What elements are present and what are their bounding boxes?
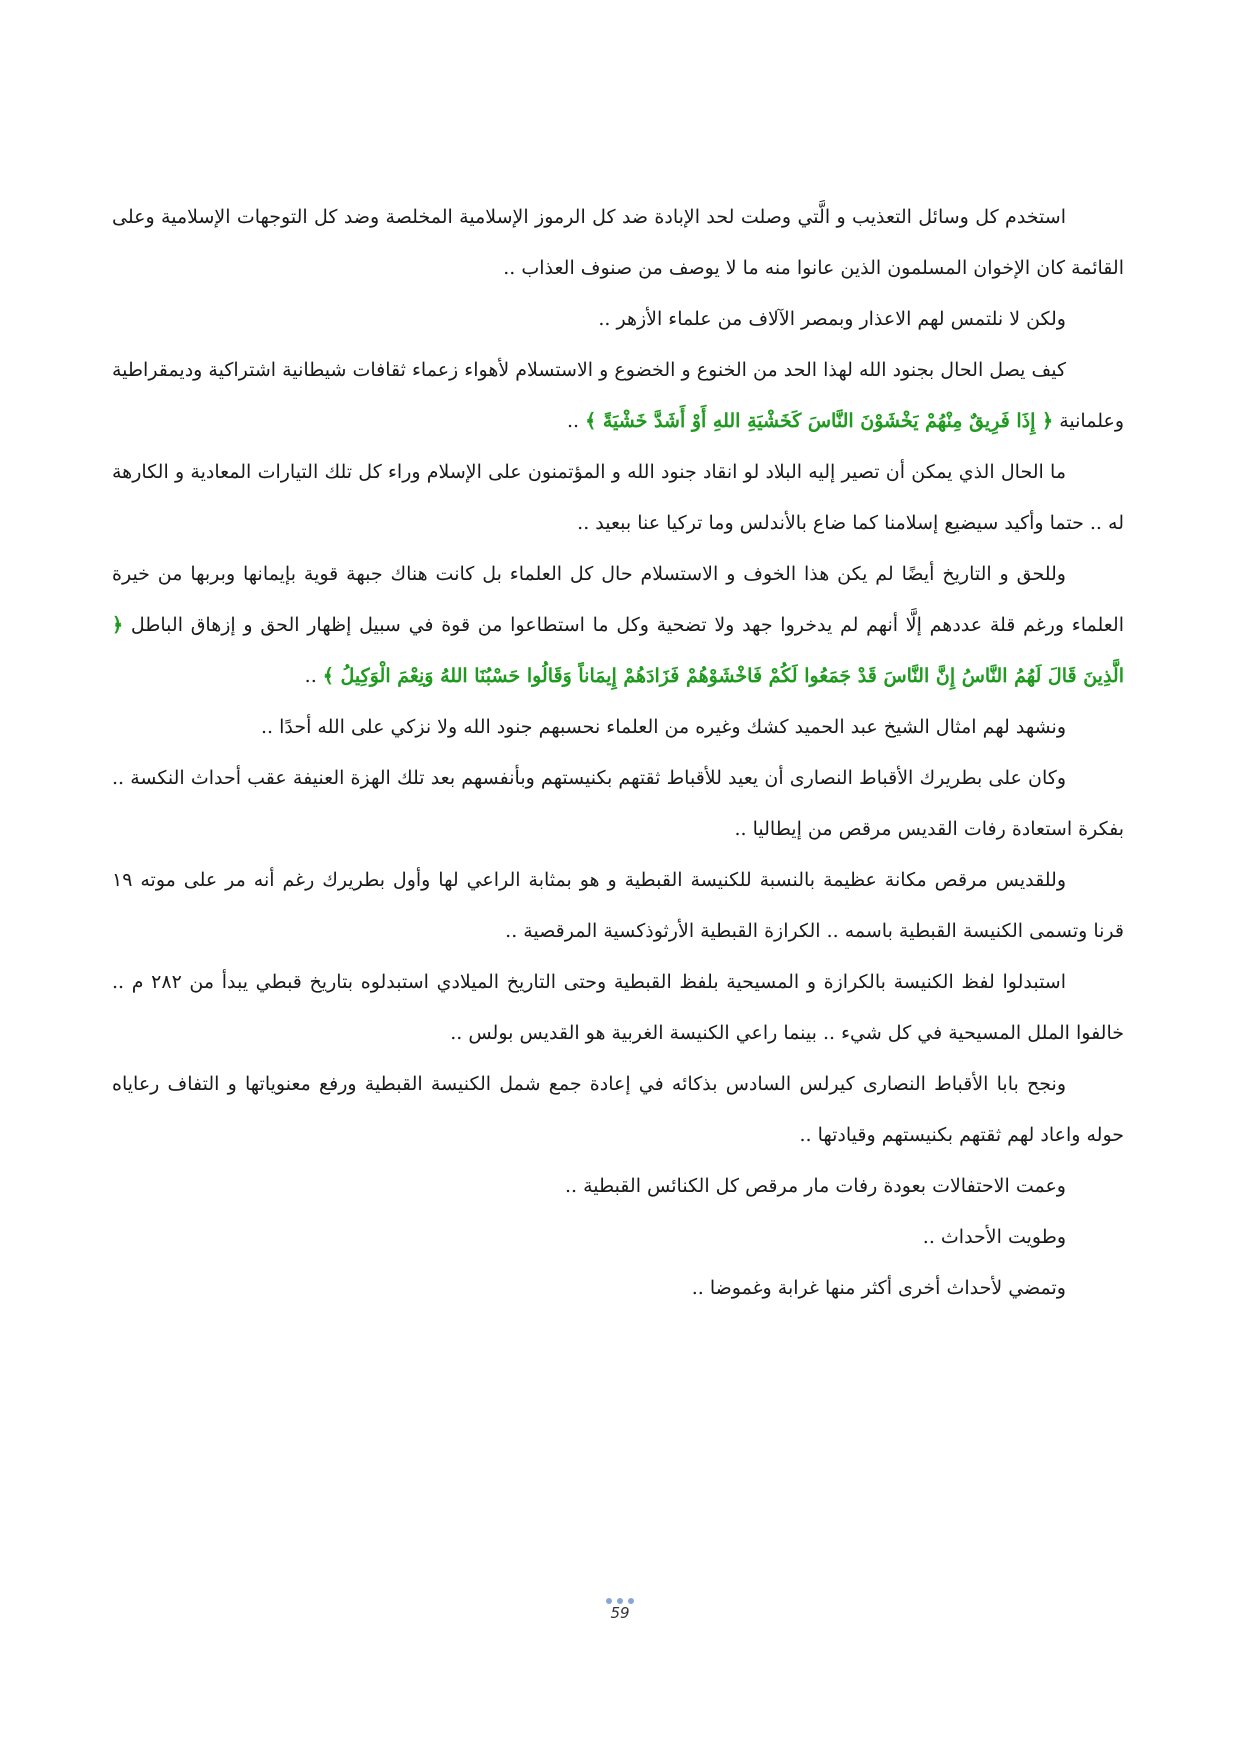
text-run: وللحق و التاريخ أيضًا لم يكن هذا الخوف و الاستسلام حال كل العلماء بل كانت هناك جبهة قوية بإيمانها وبربها من خيرة العلماء ورغم قلة عددهم إلَّا أنهم لم يدخروا جهد ولا تضحية وكل ما استطاعوا من قوة في سبيل إظهار الحق و إزهاق الباطل bbox=[112, 563, 1124, 636]
text-run: وطويت الأحداث .. bbox=[922, 1226, 1066, 1248]
paragraph bbox=[112, 855, 1124, 957]
paragraph bbox=[112, 1059, 1124, 1161]
text-run: وللقديس مرقص مكانة عظيمة بالنسبة للكنيسة القبطية و هو بمثابة الراعي لها وأول بطريرك رغم أنه مر على موته ١٩ قرنا وتسمى الكنيسة القبطية باسمه .. الكرازة القبطية الأرثوذكسية المرقصية .. bbox=[112, 869, 1124, 942]
paragraph bbox=[112, 294, 1124, 345]
text-run: استبدلوا لفظ الكنيسة بالكرازة و المسيحية بلفظ القبطية وحتى التاريخ الميلادي استبدلوه بتاريخ قبطي يبدأ من ٢٨٢ م .. خالفوا الملل المسيحية في كل شيء .. بينما راعي الكنيسة الغربية هو القديس بولس .. bbox=[112, 971, 1124, 1044]
text-run: وعمت الاحتفالات بعودة رفات مار مرقص كل الكنائس القبطية .. bbox=[564, 1175, 1066, 1197]
paragraph bbox=[112, 1161, 1124, 1212]
text-run: ما الحال الذي يمكن أن تصير إليه البلاد لو انقاد جنود الله و المؤتمنون على الإسلام وراء كل تلك التيارات المعادية و الكارهة له .. حتما وأكيد سيضيع إسلامنا كما ضاع بالأندلس وما تركيا عنا ببعيد .. bbox=[112, 461, 1124, 534]
paragraph bbox=[112, 957, 1124, 1059]
text-run: .. bbox=[304, 665, 323, 687]
text-run: وكان على بطريرك الأقباط النصارى أن يعيد للأقباط ثقتهم بكنيستهم وبأنفسهم بعد تلك الهزة العنيفة عقب أحداث النكسة .. بفكرة استعادة رفات القديس مرقص من إيطاليا .. bbox=[112, 767, 1124, 840]
paragraph bbox=[112, 447, 1124, 549]
text-run: ونشهد لهم امثال الشيخ عبد الحميد كشك وغيره من العلماء نحسبهم جنود الله ولا نزكي على الله أحدًا .. bbox=[260, 716, 1066, 738]
text-run: وتمضي لأحداث أخرى أكثر منها غرابة وغموضا .. bbox=[691, 1277, 1066, 1299]
text-run: كيف يصل الحال بجنود الله لهذا الحد من الخنوع و الخضوع و الاستسلام لأهواء زعماء ثقافات شيطانية اشتراكية وديمقراطية وعلمانية bbox=[112, 359, 1124, 432]
body-text bbox=[112, 192, 1124, 1314]
paragraph bbox=[112, 1263, 1124, 1314]
text-run: ولكن لا نلتمس لهم الاعذار وبمصر الآلاف من علماء الأزهر .. bbox=[598, 308, 1066, 330]
paragraph bbox=[112, 549, 1124, 702]
text-run: ونجح بابا الأقباط النصارى كيرلس السادس بذكائه في إعادة جمع شمل الكنيسة القبطية ورفع معنوياتها و التفاف رعاياه حوله واعاد لهم ثقتهم بكنيستهم وقيادتها .. bbox=[112, 1073, 1124, 1146]
paragraph bbox=[112, 702, 1124, 753]
quran-verse: ﴿ إِذَا فَرِيقٌ مِنْهُمْ يَخْشَوْنَ النَّاسَ كَخَشْيَةِ اللهِ أَوْ أَشَدَّ خَشْيَةً ﴾ bbox=[585, 410, 1054, 432]
paragraph bbox=[112, 345, 1124, 447]
text-run: .. bbox=[566, 410, 586, 432]
paragraph bbox=[112, 1212, 1124, 1263]
page-number: 59 bbox=[610, 1604, 630, 1622]
quran-verse: ﴿ الَّذِينَ قَالَ لَهُمُ النَّاسُ إِنَّ النَّاسَ قَدْ جَمَعُوا لَكُمْ فَاخْشَوْهُمْ فَزَادَهُمْ إِيمَاناً وَقَالُوا حَسْبُنَا اللهُ وَنِعْمَ الْوَكِيلُ ﴾ bbox=[112, 614, 1124, 687]
text-run: استخدم كل وسائل التعذيب و الَّتي وصلت لحد الإبادة ضد كل الرموز الإسلامية المخلصة وضد كل التوجهات الإسلامية وعلى القائمة كان الإخوان المسلمون الذين عانوا منه ما لا يوصف من صنوف العذاب .. bbox=[112, 206, 1124, 279]
paragraph bbox=[112, 192, 1124, 294]
paragraph bbox=[112, 753, 1124, 855]
page-footer bbox=[580, 1598, 660, 1622]
